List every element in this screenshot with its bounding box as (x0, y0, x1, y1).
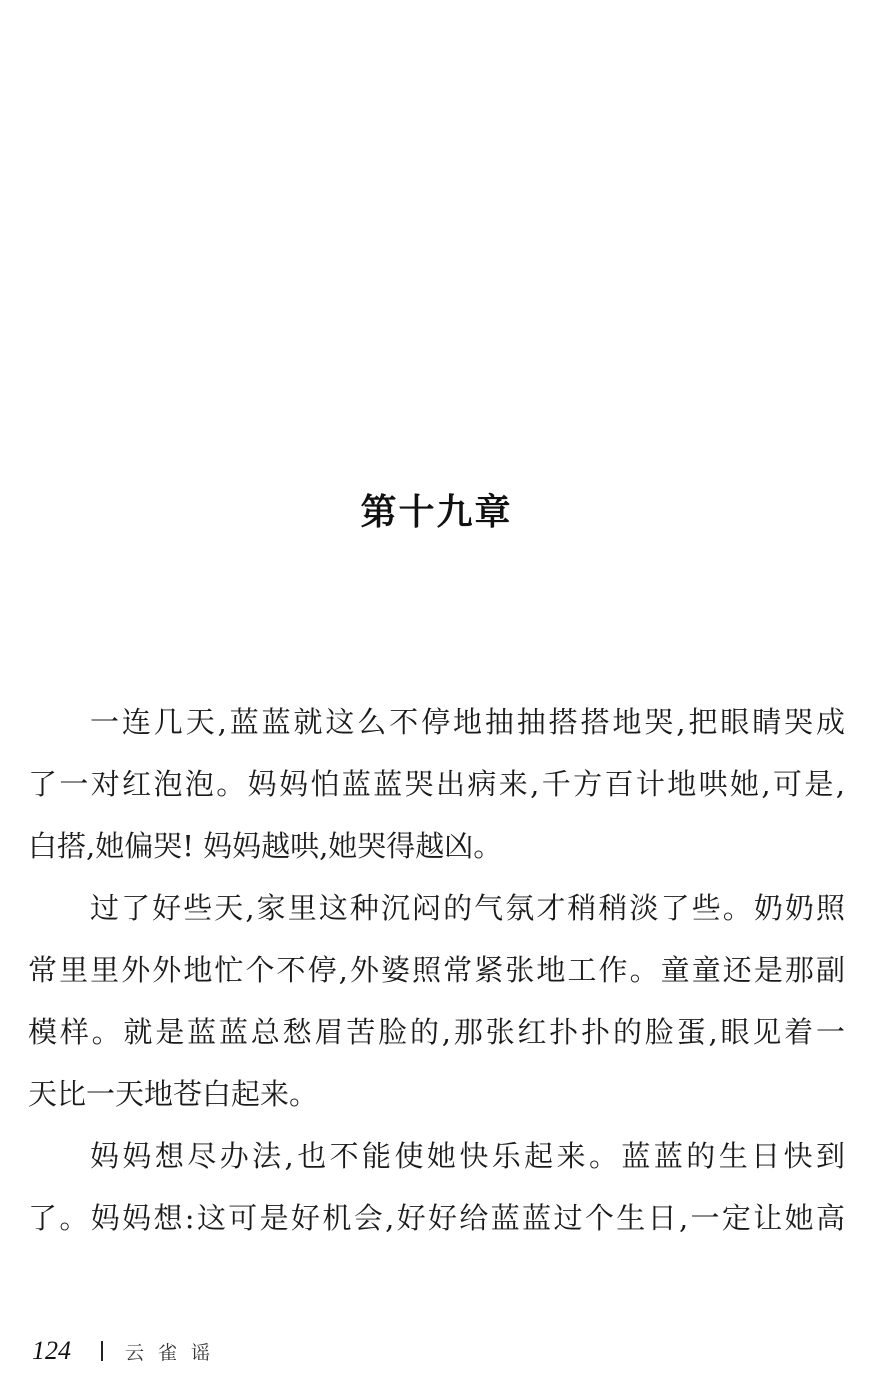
text-line: 妈妈想尽办法,也不能使她快乐起来。蓝蓝的生日快到 (90, 1139, 845, 1173)
text-line: 天比一天地苍白起来。 (28, 1077, 319, 1111)
text-line: 白搭,她偏哭! 妈妈越哄,她哭得越凶。 (28, 829, 503, 863)
book-title: 云雀谣 (125, 1341, 225, 1364)
chapter-title: 第十九章 (360, 492, 513, 533)
text-line: 一连几天,蓝蓝就这么不停地抽抽搭搭地哭,把眼睛哭成 (90, 705, 845, 739)
page-number: 124 (32, 1336, 71, 1365)
text-line: 了一对红泡泡。妈妈怕蓝蓝哭出病来,千方百计地哄她,可是, (28, 767, 845, 801)
page-footer (32, 1336, 224, 1366)
footer-divider (101, 1341, 103, 1361)
body-text (28, 700, 845, 1258)
text-line: 过了好些天,家里这种沉闷的气氛才稍稍淡了些。奶奶照 (90, 891, 845, 925)
text-line: 模样。就是蓝蓝总愁眉苦脸的,那张红扑扑的脸蛋,眼见着一 (28, 1015, 845, 1049)
text-line: 常里里外外地忙个不停,外婆照常紧张地工作。童童还是那副 (28, 953, 845, 987)
text-line: 了。妈妈想:这可是好机会,好好给蓝蓝过个生日,一定让她高 (28, 1201, 845, 1235)
